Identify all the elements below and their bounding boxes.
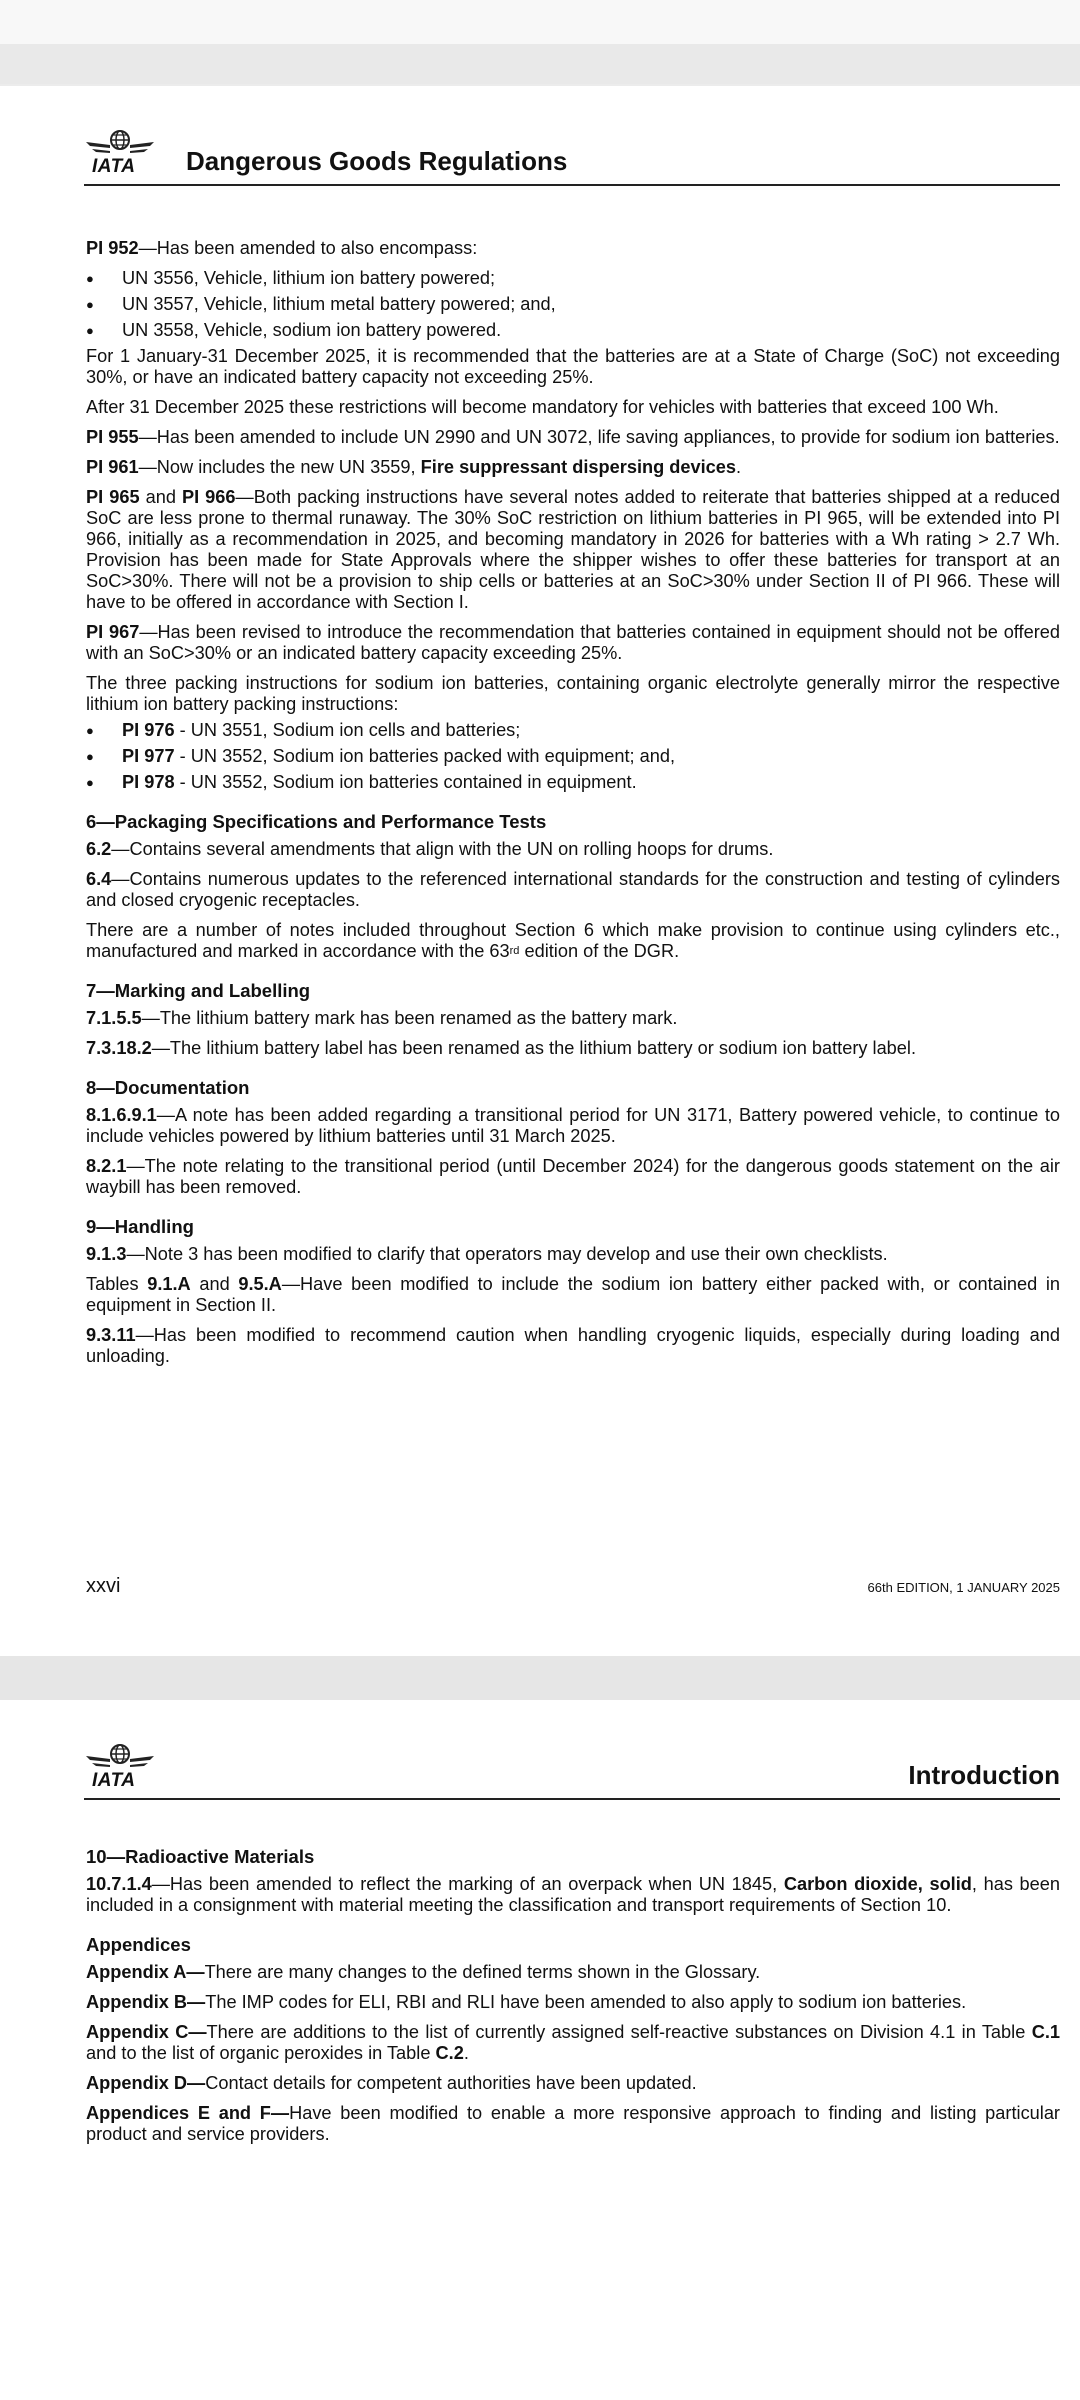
- list-item: ● PI 978 - UN 3552, Sodium ion batteries contained in equipment.: [86, 772, 1060, 793]
- list-item: ● UN 3558, Vehicle, sodium ion battery powered.: [86, 320, 1060, 341]
- viewer-top-bar: [0, 0, 1080, 45]
- section-6-notes-paragraph: There are a number of notes included throughout Section 6 which make provision to continue using cylinders etc., manufactured and marked in accordance with the 63rd edition of the DGR.: [86, 920, 1060, 961]
- list-item: ● UN 3556, Vehicle, lithium ion battery powered;: [86, 268, 1060, 289]
- appendix-e-f-paragraph: Appendices E and F—Have been modified to enable a more responsive approach to finding and listing particular product and service providers.: [86, 2103, 1060, 2144]
- logo-text: IATA: [92, 1770, 136, 1791]
- appendix-a-paragraph: Appendix A—There are many changes to the defined terms shown in the Glossary.: [86, 1962, 761, 1982]
- appendix-b-paragraph: Appendix B—The IMP codes for ELI, RBI and RLI have been amended to also apply to sodium ion batteries.: [86, 1992, 967, 2012]
- appendix-d-paragraph: Appendix D—Contact details for competent authorities have been updated.: [86, 2073, 697, 2093]
- logo-text: IATA: [92, 156, 136, 177]
- pi952-list: [86, 268, 1060, 341]
- soc-paragraph: For 1 January-31 December 2025, it is recommended that the batteries are at a State of Charge (SoC) not exceeding 30%, or have an indicated battery capacity not exceeding 25%.: [86, 346, 1060, 387]
- section-7-heading: 7—Marking and Labelling: [86, 980, 311, 1001]
- appendices-heading: Appendices: [86, 1934, 191, 1955]
- section-10-heading: 10—Radioactive Materials: [86, 1846, 315, 1867]
- sodium-list: [86, 720, 1060, 793]
- page-separator: [0, 1656, 1080, 1700]
- list-item: ● PI 976 - UN 3551, Sodium ion cells and batteries;: [86, 720, 1060, 741]
- section-8-heading: 8—Documentation: [86, 1077, 250, 1098]
- s8-2-1-paragraph: 8.2.1—The note relating to the transitional period (until December 2024) for the dangerous goods statement on the air waybill has been removed.: [86, 1156, 1060, 1197]
- globe-wings-icon: [84, 128, 156, 158]
- s7-1-5-5-paragraph: 7.1.5.5—The lithium battery mark has been renamed as the battery mark.: [86, 1008, 678, 1028]
- pi955-paragraph: PI 955—Has been amended to include UN 2990 and UN 3072, life saving appliances, to provide for sodium ion batteries.: [86, 427, 1060, 447]
- pi967-paragraph: PI 967—Has been revised to introduce the recommendation that batteries contained in equipment should not be offered with an SoC>30% or an indicated battery capacity exceeding 25%.: [86, 622, 1060, 663]
- s10-7-1-4-paragraph: 10.7.1.4—Has been amended to reflect the marking of an overpack when UN 1845, Carbon dioxide, solid, has been included in a consignment with material meeting the classification and transport requirements of Section 10.: [86, 1874, 1060, 1915]
- after-2025-paragraph: After 31 December 2025 these restrictions will become mandatory for vehicles with batteries that exceed 100 Wh.: [86, 397, 999, 417]
- section-6-heading: 6—Packaging Specifications and Performance Tests: [86, 811, 547, 832]
- page-number: xxvi: [86, 1575, 121, 1597]
- appendix-c-paragraph: Appendix C—There are additions to the list of currently assigned self-reactive substances on Division 4.1 in Table C.1 and to the list of organic peroxides in Table C.2.: [86, 2022, 1060, 2063]
- s9-3-11-paragraph: 9.3.11—Has been modified to recommend caution when handling cryogenic liquids, especially during loading and unloading.: [86, 1325, 1060, 1366]
- list-item: ● PI 977 - UN 3552, Sodium ion batteries packed with equipment; and,: [86, 746, 1060, 767]
- page-header: [84, 1740, 1060, 1800]
- edition-label: 66th EDITION, 1 JANUARY 2025: [867, 1580, 1060, 1595]
- sodium-paragraph: The three packing instructions for sodium ion batteries, containing organic electrolyte generally mirror the respective lithium ion battery packing instructions:: [86, 673, 1060, 714]
- page-2-body: [86, 1846, 1060, 2154]
- pi961-paragraph: PI 961—Now includes the new UN 3559, Fire suppressant dispersing devices.: [86, 457, 742, 477]
- document-page-1: [0, 86, 1080, 1656]
- s7-3-18-2-paragraph: 7.3.18.2—The lithium battery label has been renamed as the lithium battery or sodium ion battery label.: [86, 1038, 917, 1058]
- page-title: Introduction: [908, 1760, 1060, 1790]
- iata-logo: [84, 1742, 156, 1794]
- s9-1-3-paragraph: 9.1.3—Note 3 has been modified to clarify that operators may develop and use their own checklists.: [86, 1244, 888, 1264]
- pi965-paragraph: PI 965 and PI 966—Both packing instructions have several notes added to reiterate that batteries shipped at a reduced SoC are less prone to thermal runaway. The 30% SoC restriction on lithium batteries in PI 965, will be extended into PI 966, initially as a recommendation in 2025, and becoming mandatory in 2026 for batteries with a Wh rating > 2.7 Wh. Provision has been made for State Approvals where the shipper wishes to offer these batteries for transport at an SoC>30%. There will not be a provision to ship cells or batteries at an SoC>30% under Section II of PI 966. These will have to be offered in accordance with Section I.: [86, 487, 1060, 612]
- page-title: Dangerous Goods Regulations: [186, 146, 568, 176]
- pi952-paragraph: PI 952—Has been amended to also encompass:: [86, 238, 478, 258]
- s8-1-6-9-1-paragraph: 8.1.6.9.1—A note has been added regarding a transitional period for UN 3171, Battery powered vehicle, to continue to include vehicles powered by lithium batteries until 31 March 2025.: [86, 1105, 1060, 1146]
- iata-logo: [84, 128, 156, 180]
- globe-wings-icon: [84, 1742, 156, 1772]
- list-item: ● UN 3557, Vehicle, lithium metal battery powered; and,: [86, 294, 1060, 315]
- viewer-background: [0, 44, 1080, 84]
- section-9-heading: 9—Handling: [86, 1216, 194, 1237]
- page-1-body: [86, 238, 1060, 1376]
- s6-4-paragraph: 6.4—Contains numerous updates to the referenced international standards for the construction and testing of cylinders and closed cryogenic receptacles.: [86, 869, 1060, 910]
- s6-2-paragraph: 6.2—Contains several amendments that align with the UN on rolling hoops for drums.: [86, 839, 774, 859]
- tables-paragraph: Tables 9.1.A and 9.5.A—Have been modified to include the sodium ion battery either packed with, or contained in equipment in Section II.: [86, 1274, 1061, 1315]
- page-header: [84, 126, 1060, 186]
